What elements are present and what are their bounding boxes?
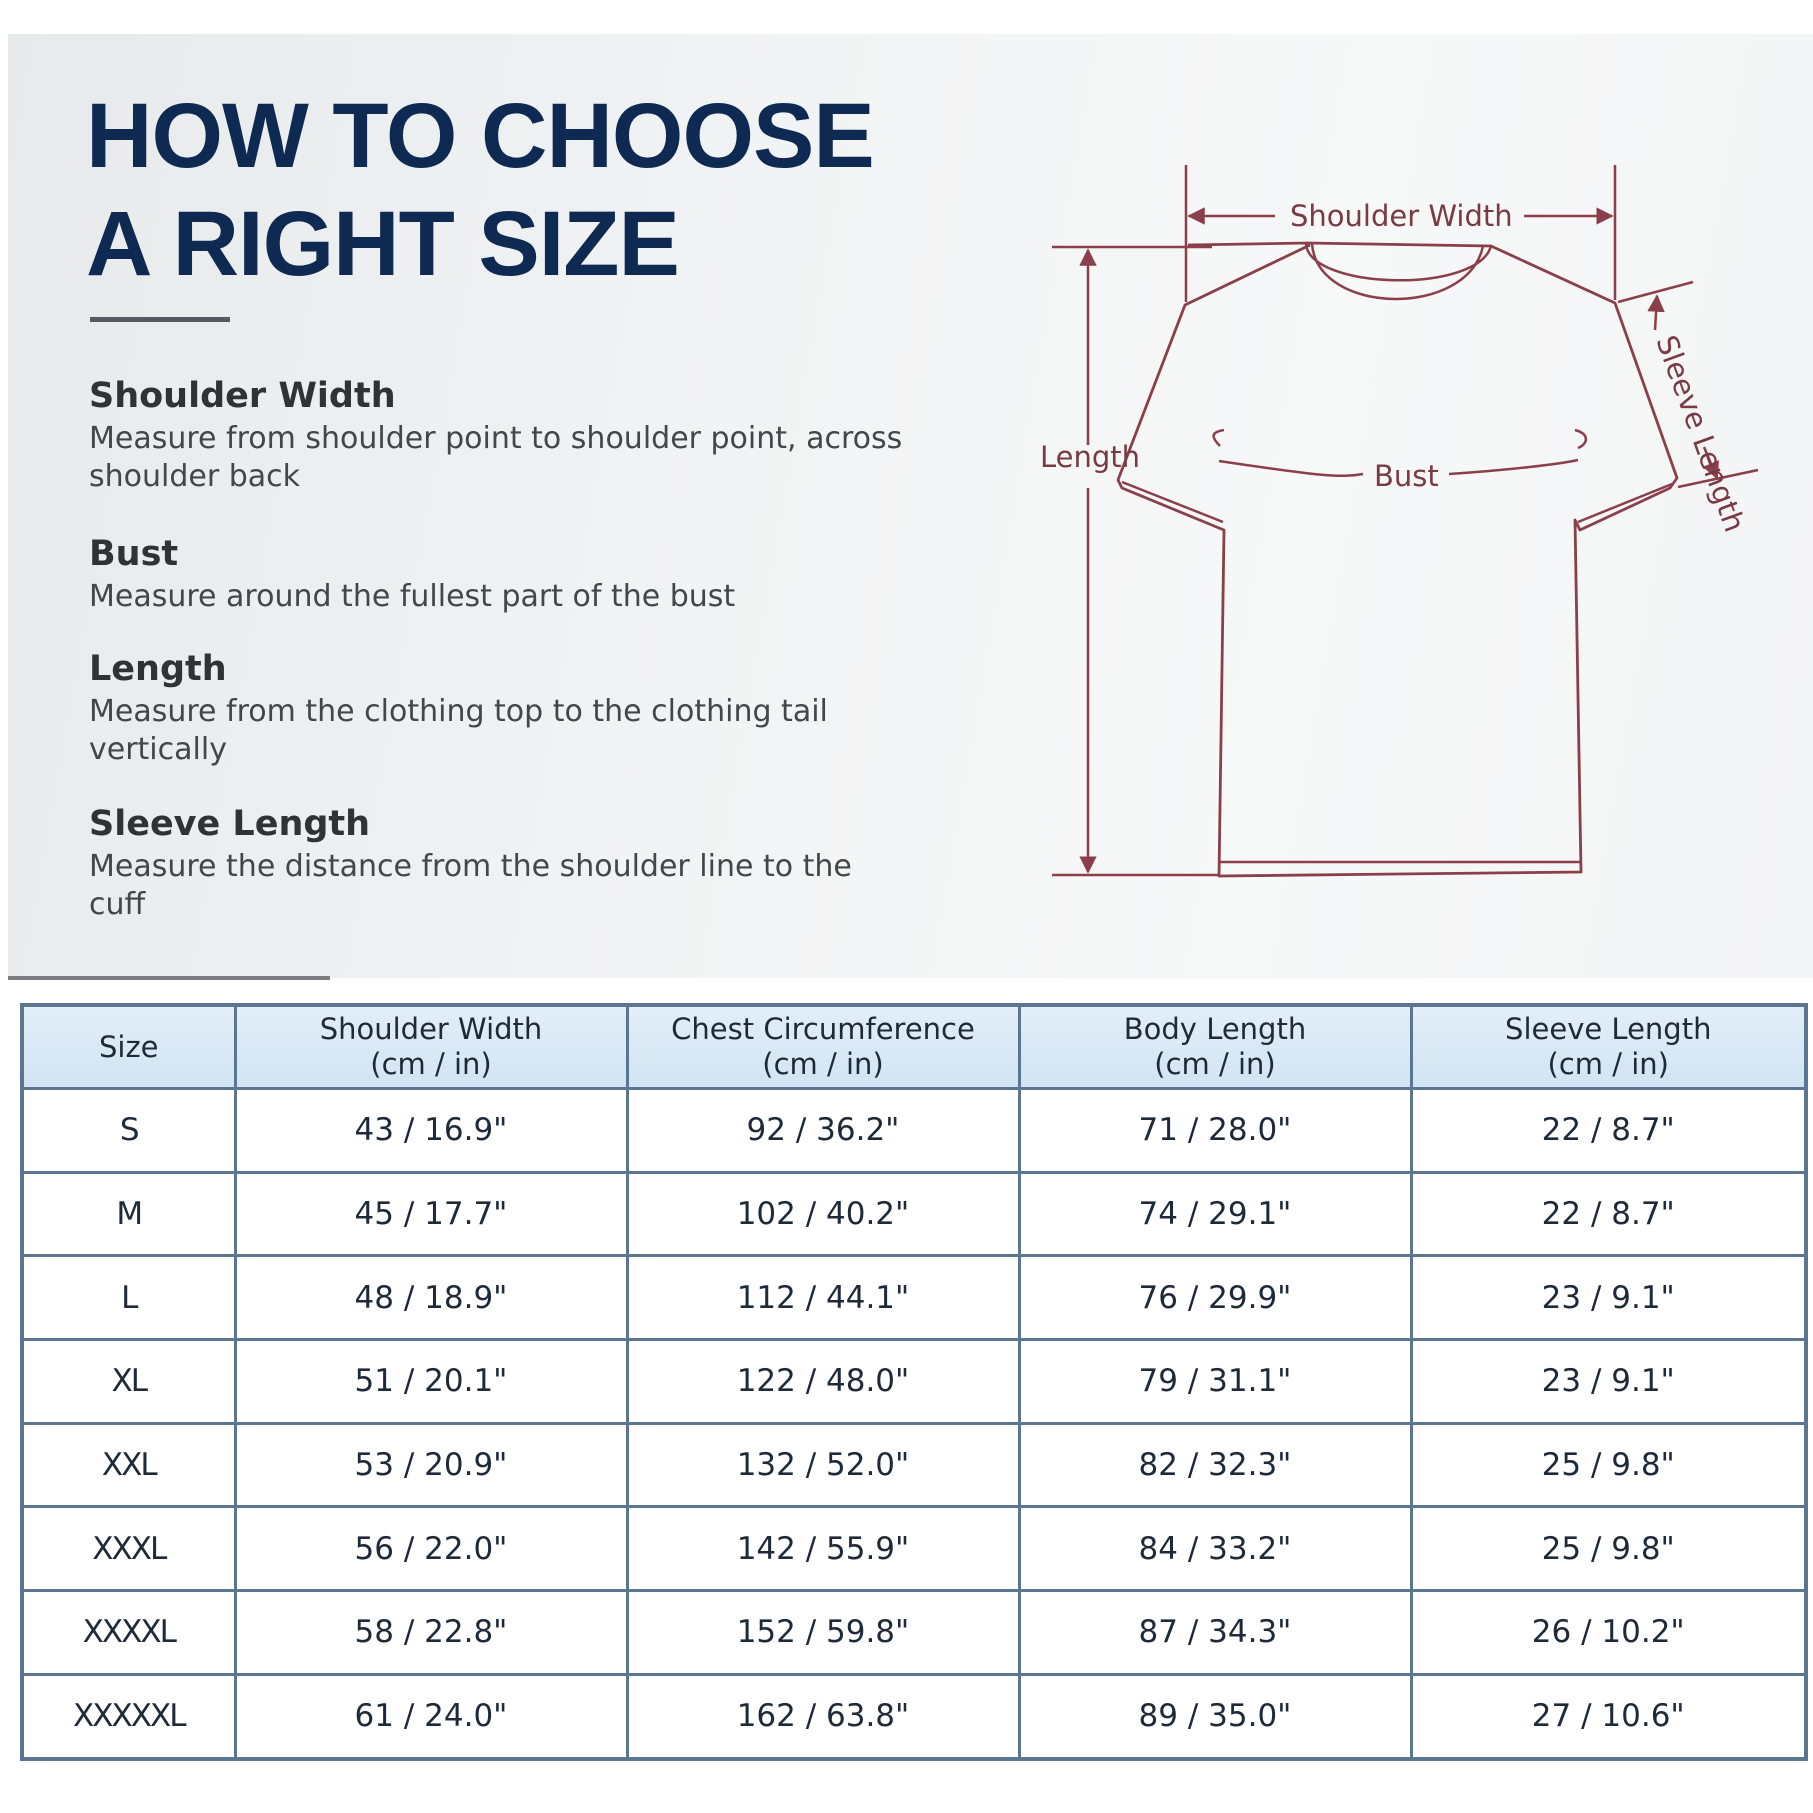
chest-cell: 102 / 40.2" — [627, 1172, 1019, 1256]
table-row — [22, 1340, 1806, 1424]
table-row — [22, 1591, 1806, 1675]
guide-item-bust — [89, 532, 909, 616]
sleeve-length-cell: 25 / 9.8" — [1411, 1423, 1806, 1507]
header-size: Size — [22, 1005, 235, 1089]
table-row — [22, 1172, 1806, 1256]
guide-item-title: Shoulder Width — [89, 376, 396, 416]
body-length-cell: 84 / 33.2" — [1019, 1507, 1411, 1591]
shoulder-width-cell: 48 / 18.9" — [235, 1256, 627, 1340]
size-cell: L — [22, 1256, 235, 1340]
header-chest-circumference: Chest Circumference (cm / in) — [627, 1005, 1019, 1089]
size-chart-table — [20, 1003, 1808, 1761]
guide-item-length — [89, 647, 909, 769]
header-sleeve-length: Sleeve Length (cm / in) — [1411, 1005, 1806, 1089]
guide-item-title: Bust — [89, 534, 179, 574]
size-cell: XXL — [22, 1423, 235, 1507]
guide-item-title: Sleeve Length — [89, 804, 371, 844]
guide-item-description: Measure from the clothing top to the clothing tail vertically — [89, 694, 828, 767]
chest-cell: 152 / 59.8" — [627, 1591, 1019, 1675]
body-length-cell: 76 / 29.9" — [1019, 1256, 1411, 1340]
shoulder-width-cell: 53 / 20.9" — [235, 1423, 627, 1507]
sleeve-length-cell: 22 / 8.7" — [1411, 1172, 1806, 1256]
chest-cell: 132 / 52.0" — [627, 1423, 1019, 1507]
body-length-cell: 74 / 29.1" — [1019, 1172, 1411, 1256]
size-cell: XXXXXL — [22, 1674, 235, 1759]
sleeve-length-cell: 25 / 9.8" — [1411, 1507, 1806, 1591]
body-length-cell: 71 / 28.0" — [1019, 1089, 1411, 1173]
shoulder-width-cell: 56 / 22.0" — [235, 1507, 627, 1591]
shoulder-width-cell: 58 / 22.8" — [235, 1591, 627, 1675]
sleeve-length-cell: 23 / 9.1" — [1411, 1256, 1806, 1340]
body-length-cell: 82 / 32.3" — [1019, 1423, 1411, 1507]
sleeve-length-label: Sleeve Length — [1649, 330, 1752, 537]
table-row — [22, 1423, 1806, 1507]
shoulder-width-cell: 45 / 17.7" — [235, 1172, 627, 1256]
chest-cell: 92 / 36.2" — [627, 1089, 1019, 1173]
shoulder-width-cell: 51 / 20.1" — [235, 1340, 627, 1424]
table-row — [22, 1507, 1806, 1591]
body-length-cell: 87 / 34.3" — [1019, 1591, 1411, 1675]
page-title — [86, 82, 874, 298]
panel-divider — [8, 976, 330, 980]
guide-item-description: Measure the distance from the shoulder line to the cuff — [89, 849, 852, 922]
sleeve-length-cell: 26 / 10.2" — [1411, 1591, 1806, 1675]
body-length-cell: 89 / 35.0" — [1019, 1674, 1411, 1759]
shoulder-width-label: Shoulder Width — [1290, 199, 1513, 233]
size-cell: M — [22, 1172, 235, 1256]
size-cell: S — [22, 1089, 235, 1173]
header-shoulder-width: Shoulder Width (cm / in) — [235, 1005, 627, 1089]
title-line-1: HOW TO CHOOSE — [86, 85, 874, 187]
t-shirt-measurement-diagram — [1030, 150, 1790, 910]
table-row — [22, 1256, 1806, 1340]
header-body-length: Body Length (cm / in) — [1019, 1005, 1411, 1089]
title-divider — [90, 317, 230, 322]
guide-item-sleeve-length — [89, 802, 909, 924]
size-cell: XXXL — [22, 1507, 235, 1591]
guide-item-title: Length — [89, 649, 227, 689]
shoulder-width-cell: 43 / 16.9" — [235, 1089, 627, 1173]
guide-item-description: Measure from shoulder point to shoulder point, across shoulder back — [89, 421, 903, 494]
sleeve-length-cell: 23 / 9.1" — [1411, 1340, 1806, 1424]
size-cell: XXXXL — [22, 1591, 235, 1675]
chest-cell: 142 / 55.9" — [627, 1507, 1019, 1591]
chest-cell: 162 / 63.8" — [627, 1674, 1019, 1759]
size-cell: XL — [22, 1340, 235, 1424]
guide-item-shoulder-width — [89, 374, 909, 496]
chest-cell: 112 / 44.1" — [627, 1256, 1019, 1340]
bust-label: Bust — [1374, 459, 1439, 493]
length-label: Length — [1040, 440, 1141, 474]
table-row — [22, 1089, 1806, 1173]
guide-item-description: Measure around the fullest part of the bust — [89, 579, 736, 614]
table-header-row — [22, 1005, 1806, 1089]
title-line-2: A RIGHT SIZE — [86, 193, 679, 295]
body-length-cell: 79 / 31.1" — [1019, 1340, 1411, 1424]
table-row — [22, 1674, 1806, 1759]
sleeve-length-cell: 22 / 8.7" — [1411, 1089, 1806, 1173]
t-shirt-icon — [1118, 243, 1677, 876]
chest-cell: 122 / 48.0" — [627, 1340, 1019, 1424]
shoulder-width-cell: 61 / 24.0" — [235, 1674, 627, 1759]
sleeve-length-cell: 27 / 10.6" — [1411, 1674, 1806, 1759]
